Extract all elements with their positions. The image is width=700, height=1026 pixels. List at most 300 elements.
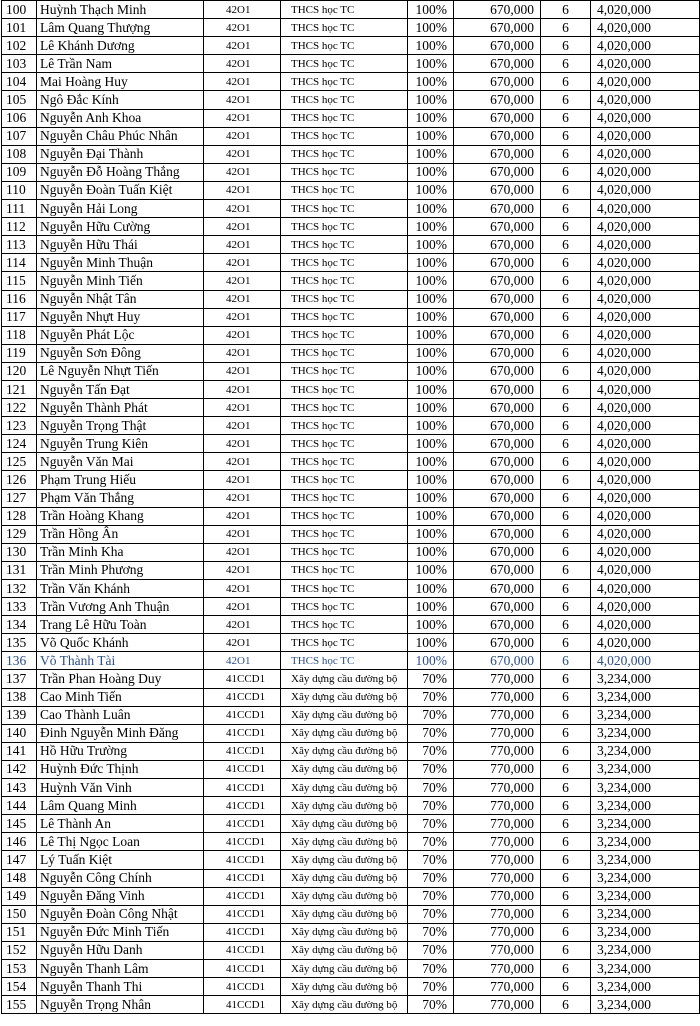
class-code-cell: 42O1 [204, 380, 281, 398]
table-row [2, 19, 700, 37]
student-name-cell: Nguyễn Thanh Thi [37, 978, 204, 996]
total-amount-cell: 3,234,000 [591, 941, 700, 959]
class-code-cell: 42O1 [204, 218, 281, 236]
monthly-amount-cell: 670,000 [454, 272, 541, 290]
total-amount-cell: 4,020,000 [591, 543, 700, 561]
row-number-cell: 119 [2, 344, 37, 362]
monthly-amount-cell: 770,000 [454, 742, 541, 760]
monthly-amount-cell: 670,000 [454, 163, 541, 181]
support-rate-cell: 100% [408, 380, 454, 398]
class-code-cell: 41CCD1 [204, 923, 281, 941]
total-amount-cell: 4,020,000 [591, 73, 700, 91]
monthly-amount-cell: 770,000 [454, 670, 541, 688]
monthly-amount-cell: 670,000 [454, 308, 541, 326]
total-amount-cell: 3,234,000 [591, 724, 700, 742]
total-amount-cell: 4,020,000 [591, 489, 700, 507]
monthly-amount-cell: 670,000 [454, 200, 541, 218]
row-number-cell: 128 [2, 507, 37, 525]
program-cell: THCS học TC [281, 1, 408, 19]
months-cell: 6 [541, 833, 591, 851]
class-code-cell: 42O1 [204, 290, 281, 308]
row-number-cell: 146 [2, 833, 37, 851]
class-code-cell: 41CCD1 [204, 996, 281, 1014]
row-number-cell: 153 [2, 959, 37, 977]
student-name-cell: Hồ Hữu Trường [37, 742, 204, 760]
total-amount-cell: 4,020,000 [591, 236, 700, 254]
student-name-cell: Võ Thành Tài [37, 652, 204, 670]
table-row [2, 181, 700, 199]
row-number-cell: 118 [2, 326, 37, 344]
monthly-amount-cell: 670,000 [454, 417, 541, 435]
total-amount-cell: 4,020,000 [591, 200, 700, 218]
total-amount-cell: 4,020,000 [591, 163, 700, 181]
program-cell: Xây dựng cầu đường bộ [281, 923, 408, 941]
table-row [2, 543, 700, 561]
monthly-amount-cell: 770,000 [454, 797, 541, 815]
monthly-amount-cell: 770,000 [454, 996, 541, 1014]
row-number-cell: 122 [2, 399, 37, 417]
monthly-amount-cell: 670,000 [454, 109, 541, 127]
row-number-cell: 101 [2, 19, 37, 37]
row-number-cell: 126 [2, 471, 37, 489]
student-name-cell: Nguyễn Hải Long [37, 200, 204, 218]
class-code-cell: 42O1 [204, 109, 281, 127]
total-amount-cell: 4,020,000 [591, 580, 700, 598]
monthly-amount-cell: 670,000 [454, 598, 541, 616]
support-rate-cell: 70% [408, 797, 454, 815]
program-cell: Xây dựng cầu đường bộ [281, 959, 408, 977]
class-code-cell: 41CCD1 [204, 688, 281, 706]
class-code-cell: 42O1 [204, 181, 281, 199]
class-code-cell: 42O1 [204, 652, 281, 670]
total-amount-cell: 4,020,000 [591, 145, 700, 163]
months-cell: 6 [541, 797, 591, 815]
row-number-cell: 147 [2, 851, 37, 869]
total-amount-cell: 4,020,000 [591, 561, 700, 579]
program-cell: THCS học TC [281, 417, 408, 435]
table-row [2, 815, 700, 833]
total-amount-cell: 4,020,000 [591, 435, 700, 453]
total-amount-cell: 3,234,000 [591, 742, 700, 760]
monthly-amount-cell: 770,000 [454, 779, 541, 797]
class-code-cell: 41CCD1 [204, 706, 281, 724]
student-name-cell: Võ Quốc Khánh [37, 634, 204, 652]
support-rate-cell: 70% [408, 742, 454, 760]
support-rate-cell: 100% [408, 19, 454, 37]
total-amount-cell: 3,234,000 [591, 670, 700, 688]
program-cell: Xây dựng cầu đường bộ [281, 760, 408, 778]
class-code-cell: 41CCD1 [204, 978, 281, 996]
months-cell: 6 [541, 634, 591, 652]
months-cell: 6 [541, 507, 591, 525]
student-name-cell: Lê Nguyễn Nhựt Tiến [37, 362, 204, 380]
row-number-cell: 111 [2, 200, 37, 218]
monthly-amount-cell: 670,000 [454, 471, 541, 489]
row-number-cell: 108 [2, 145, 37, 163]
student-name-cell: Nguyễn Nhựt Huy [37, 308, 204, 326]
total-amount-cell: 3,234,000 [591, 978, 700, 996]
program-cell: THCS học TC [281, 200, 408, 218]
row-number-cell: 100 [2, 1, 37, 19]
monthly-amount-cell: 770,000 [454, 887, 541, 905]
student-name-cell: Nguyễn Đại Thành [37, 145, 204, 163]
program-cell: Xây dựng cầu đường bộ [281, 670, 408, 688]
support-rate-cell: 100% [408, 616, 454, 634]
student-name-cell: Nguyễn Sơn Đông [37, 344, 204, 362]
student-name-cell: Nguyễn Trọng Nhân [37, 996, 204, 1014]
program-cell: Xây dựng cầu đường bộ [281, 833, 408, 851]
table-row [2, 362, 700, 380]
support-rate-cell: 100% [408, 580, 454, 598]
monthly-amount-cell: 670,000 [454, 181, 541, 199]
class-code-cell: 42O1 [204, 73, 281, 91]
table-row [2, 109, 700, 127]
table-row [2, 959, 700, 977]
total-amount-cell: 4,020,000 [591, 19, 700, 37]
table-row [2, 471, 700, 489]
table-row [2, 580, 700, 598]
total-amount-cell: 3,234,000 [591, 779, 700, 797]
table-row [2, 797, 700, 815]
support-rate-cell: 100% [408, 507, 454, 525]
program-cell: Xây dựng cầu đường bộ [281, 779, 408, 797]
program-cell: THCS học TC [281, 55, 408, 73]
class-code-cell: 42O1 [204, 19, 281, 37]
total-amount-cell: 3,234,000 [591, 959, 700, 977]
program-cell: THCS học TC [281, 471, 408, 489]
program-cell: Xây dựng cầu đường bộ [281, 742, 408, 760]
student-name-cell: Nguyễn Hữu Danh [37, 941, 204, 959]
months-cell: 6 [541, 996, 591, 1014]
total-amount-cell: 4,020,000 [591, 362, 700, 380]
total-amount-cell: 4,020,000 [591, 380, 700, 398]
student-name-cell: Trần Hoàng Khang [37, 507, 204, 525]
support-rate-cell: 70% [408, 923, 454, 941]
table-row [2, 55, 700, 73]
table-row [2, 326, 700, 344]
table-row [2, 453, 700, 471]
monthly-amount-cell: 770,000 [454, 978, 541, 996]
support-rate-cell: 100% [408, 1, 454, 19]
student-name-cell: Lâm Quang Minh [37, 797, 204, 815]
monthly-amount-cell: 670,000 [454, 73, 541, 91]
monthly-amount-cell: 670,000 [454, 399, 541, 417]
student-name-cell: Nguyễn Đăng Vinh [37, 887, 204, 905]
program-cell: THCS học TC [281, 37, 408, 55]
total-amount-cell: 3,234,000 [591, 797, 700, 815]
row-number-cell: 103 [2, 55, 37, 73]
months-cell: 6 [541, 308, 591, 326]
total-amount-cell: 4,020,000 [591, 344, 700, 362]
class-code-cell: 41CCD1 [204, 905, 281, 923]
table-row [2, 941, 700, 959]
monthly-amount-cell: 670,000 [454, 580, 541, 598]
months-cell: 6 [541, 959, 591, 977]
months-cell: 6 [541, 670, 591, 688]
monthly-amount-cell: 770,000 [454, 851, 541, 869]
program-cell: Xây dựng cầu đường bộ [281, 688, 408, 706]
row-number-cell: 116 [2, 290, 37, 308]
class-code-cell: 42O1 [204, 417, 281, 435]
monthly-amount-cell: 770,000 [454, 941, 541, 959]
program-cell: Xây dựng cầu đường bộ [281, 851, 408, 869]
program-cell: THCS học TC [281, 127, 408, 145]
program-cell: THCS học TC [281, 344, 408, 362]
row-number-cell: 142 [2, 760, 37, 778]
total-amount-cell: 4,020,000 [591, 91, 700, 109]
support-rate-cell: 100% [408, 55, 454, 73]
months-cell: 6 [541, 978, 591, 996]
support-rate-cell: 70% [408, 724, 454, 742]
student-name-cell: Trần Vương Anh Thuận [37, 598, 204, 616]
table-row [2, 308, 700, 326]
program-cell: THCS học TC [281, 380, 408, 398]
support-rate-cell: 70% [408, 706, 454, 724]
months-cell: 6 [541, 580, 591, 598]
table-row [2, 742, 700, 760]
total-amount-cell: 3,234,000 [591, 760, 700, 778]
program-cell: THCS học TC [281, 543, 408, 561]
row-number-cell: 137 [2, 670, 37, 688]
row-number-cell: 138 [2, 688, 37, 706]
months-cell: 6 [541, 435, 591, 453]
table-row [2, 37, 700, 55]
student-name-cell: Cao Minh Tiến [37, 688, 204, 706]
program-cell: THCS học TC [281, 236, 408, 254]
student-name-cell: Lý Tuấn Kiệt [37, 851, 204, 869]
student-name-cell: Lê Khánh Dương [37, 37, 204, 55]
support-rate-cell: 100% [408, 453, 454, 471]
program-cell: Xây dựng cầu đường bộ [281, 706, 408, 724]
student-name-cell: Trần Hồng Ân [37, 525, 204, 543]
months-cell: 6 [541, 525, 591, 543]
support-rate-cell: 70% [408, 905, 454, 923]
student-name-cell: Nguyễn Đoàn Công Nhật [37, 905, 204, 923]
total-amount-cell: 3,234,000 [591, 887, 700, 905]
total-amount-cell: 4,020,000 [591, 453, 700, 471]
class-code-cell: 42O1 [204, 471, 281, 489]
support-rate-cell: 100% [408, 254, 454, 272]
student-name-cell: Nguyễn Hữu Thái [37, 236, 204, 254]
table-row [2, 634, 700, 652]
support-rate-cell: 70% [408, 833, 454, 851]
monthly-amount-cell: 670,000 [454, 91, 541, 109]
student-name-cell: Nguyễn Trọng Thật [37, 417, 204, 435]
total-amount-cell: 4,020,000 [591, 399, 700, 417]
months-cell: 6 [541, 688, 591, 706]
student-name-cell: Nguyễn Minh Tiến [37, 272, 204, 290]
row-number-cell: 143 [2, 779, 37, 797]
program-cell: THCS học TC [281, 435, 408, 453]
class-code-cell: 42O1 [204, 200, 281, 218]
class-code-cell: 41CCD1 [204, 851, 281, 869]
months-cell: 6 [541, 145, 591, 163]
program-cell: THCS học TC [281, 19, 408, 37]
student-name-cell: Huỳnh Văn Vinh [37, 779, 204, 797]
table-row [2, 779, 700, 797]
program-cell: THCS học TC [281, 453, 408, 471]
class-code-cell: 42O1 [204, 634, 281, 652]
student-name-cell: Nguyễn Đoàn Tuấn Kiệt [37, 181, 204, 199]
monthly-amount-cell: 670,000 [454, 290, 541, 308]
months-cell: 6 [541, 380, 591, 398]
student-name-cell: Nguyễn Công Chính [37, 869, 204, 887]
monthly-amount-cell: 670,000 [454, 344, 541, 362]
row-number-cell: 151 [2, 923, 37, 941]
support-rate-cell: 70% [408, 996, 454, 1014]
months-cell: 6 [541, 362, 591, 380]
support-rate-cell: 100% [408, 652, 454, 670]
table-row [2, 200, 700, 218]
months-cell: 6 [541, 399, 591, 417]
row-number-cell: 106 [2, 109, 37, 127]
monthly-amount-cell: 770,000 [454, 815, 541, 833]
row-number-cell: 110 [2, 181, 37, 199]
student-name-cell: Ngô Đắc Kính [37, 91, 204, 109]
program-cell: THCS học TC [281, 91, 408, 109]
months-cell: 6 [541, 724, 591, 742]
program-cell: THCS học TC [281, 652, 408, 670]
program-cell: Xây dựng cầu đường bộ [281, 905, 408, 923]
student-name-cell: Lê Thị Ngọc Loan [37, 833, 204, 851]
class-code-cell: 41CCD1 [204, 797, 281, 815]
table-row [2, 290, 700, 308]
class-code-cell: 42O1 [204, 435, 281, 453]
row-number-cell: 149 [2, 887, 37, 905]
student-fee-table [1, 0, 700, 1014]
table-row [2, 435, 700, 453]
class-code-cell: 42O1 [204, 399, 281, 417]
support-rate-cell: 100% [408, 634, 454, 652]
monthly-amount-cell: 770,000 [454, 905, 541, 923]
class-code-cell: 42O1 [204, 326, 281, 344]
monthly-amount-cell: 670,000 [454, 37, 541, 55]
student-name-cell: Nguyễn Trung Kiên [37, 435, 204, 453]
months-cell: 6 [541, 471, 591, 489]
student-name-cell: Nguyễn Thành Phát [37, 399, 204, 417]
months-cell: 6 [541, 561, 591, 579]
table-row [2, 73, 700, 91]
monthly-amount-cell: 770,000 [454, 688, 541, 706]
monthly-amount-cell: 670,000 [454, 236, 541, 254]
monthly-amount-cell: 670,000 [454, 652, 541, 670]
student-name-cell: Lê Thành An [37, 815, 204, 833]
months-cell: 6 [541, 1, 591, 19]
support-rate-cell: 70% [408, 815, 454, 833]
monthly-amount-cell: 670,000 [454, 435, 541, 453]
monthly-amount-cell: 670,000 [454, 380, 541, 398]
class-code-cell: 42O1 [204, 580, 281, 598]
class-code-cell: 42O1 [204, 525, 281, 543]
support-rate-cell: 100% [408, 127, 454, 145]
monthly-amount-cell: 670,000 [454, 145, 541, 163]
months-cell: 6 [541, 236, 591, 254]
support-rate-cell: 70% [408, 760, 454, 778]
row-number-cell: 134 [2, 616, 37, 634]
table-row [2, 887, 700, 905]
class-code-cell: 41CCD1 [204, 887, 281, 905]
student-name-cell: Trần Văn Khánh [37, 580, 204, 598]
row-number-cell: 120 [2, 362, 37, 380]
table-row [2, 851, 700, 869]
table-row [2, 996, 700, 1014]
table-body [2, 1, 700, 1014]
months-cell: 6 [541, 290, 591, 308]
support-rate-cell: 100% [408, 145, 454, 163]
row-number-cell: 115 [2, 272, 37, 290]
table-row [2, 1, 700, 19]
student-name-cell: Nguyễn Văn Mai [37, 453, 204, 471]
monthly-amount-cell: 770,000 [454, 923, 541, 941]
class-code-cell: 42O1 [204, 55, 281, 73]
support-rate-cell: 100% [408, 236, 454, 254]
total-amount-cell: 4,020,000 [591, 37, 700, 55]
months-cell: 6 [541, 779, 591, 797]
months-cell: 6 [541, 200, 591, 218]
total-amount-cell: 4,020,000 [591, 525, 700, 543]
table-row [2, 236, 700, 254]
total-amount-cell: 3,234,000 [591, 923, 700, 941]
monthly-amount-cell: 670,000 [454, 616, 541, 634]
total-amount-cell: 3,234,000 [591, 706, 700, 724]
monthly-amount-cell: 770,000 [454, 706, 541, 724]
class-code-cell: 41CCD1 [204, 869, 281, 887]
class-code-cell: 41CCD1 [204, 959, 281, 977]
months-cell: 6 [541, 598, 591, 616]
total-amount-cell: 4,020,000 [591, 652, 700, 670]
total-amount-cell: 3,234,000 [591, 996, 700, 1014]
monthly-amount-cell: 670,000 [454, 543, 541, 561]
total-amount-cell: 3,234,000 [591, 851, 700, 869]
support-rate-cell: 100% [408, 417, 454, 435]
program-cell: Xây dựng cầu đường bộ [281, 815, 408, 833]
table-row [2, 127, 700, 145]
table-row [2, 598, 700, 616]
table-row [2, 254, 700, 272]
row-number-cell: 129 [2, 525, 37, 543]
total-amount-cell: 4,020,000 [591, 634, 700, 652]
support-rate-cell: 100% [408, 73, 454, 91]
class-code-cell: 42O1 [204, 91, 281, 109]
table-row [2, 380, 700, 398]
row-number-cell: 152 [2, 941, 37, 959]
months-cell: 6 [541, 923, 591, 941]
row-number-cell: 104 [2, 73, 37, 91]
months-cell: 6 [541, 254, 591, 272]
row-number-cell: 132 [2, 580, 37, 598]
support-rate-cell: 100% [408, 91, 454, 109]
row-number-cell: 148 [2, 869, 37, 887]
months-cell: 6 [541, 869, 591, 887]
student-name-cell: Lâm Quang Thượng [37, 19, 204, 37]
student-name-cell: Phạm Trung Hiếu [37, 471, 204, 489]
class-code-cell: 41CCD1 [204, 833, 281, 851]
support-rate-cell: 100% [408, 543, 454, 561]
months-cell: 6 [541, 706, 591, 724]
program-cell: THCS học TC [281, 145, 408, 163]
program-cell: THCS học TC [281, 507, 408, 525]
student-name-cell: Cao Thành Luân [37, 706, 204, 724]
support-rate-cell: 100% [408, 326, 454, 344]
program-cell: THCS học TC [281, 616, 408, 634]
months-cell: 6 [541, 652, 591, 670]
monthly-amount-cell: 770,000 [454, 869, 541, 887]
table-row [2, 670, 700, 688]
total-amount-cell: 4,020,000 [591, 290, 700, 308]
support-rate-cell: 100% [408, 362, 454, 380]
monthly-amount-cell: 670,000 [454, 254, 541, 272]
table-row [2, 417, 700, 435]
